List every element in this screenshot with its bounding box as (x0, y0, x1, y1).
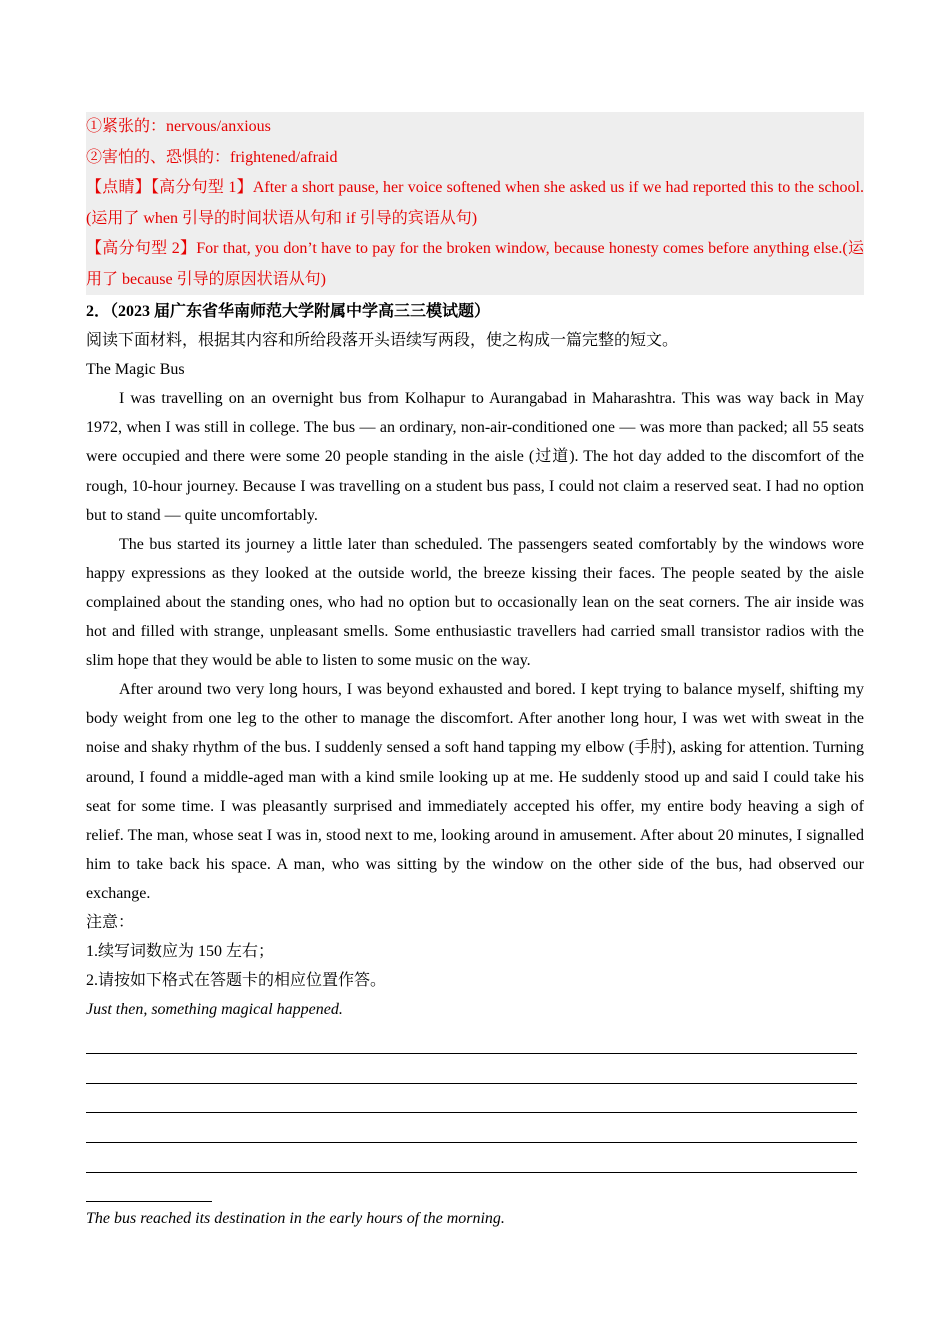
answer-hints-box (86, 112, 864, 295)
key-sentence-2: 【高分句型 2】For that, you don’t have to pay for the broken window, because honesty comes before anything else.(运用了 because 引导的原因状语从句) (86, 240, 864, 288)
answer-line-short[interactable] (86, 1173, 212, 1203)
opening-sentence-2: The bus reached its destination in the early hours of the morning. (86, 1210, 505, 1228)
opening-sentence-1: Just then, something magical happened. (86, 1001, 343, 1019)
document-page (86, 112, 864, 1234)
hint-line: ①紧张的：nervous/anxious (86, 118, 271, 135)
passage-paragraph-1: I was travelling on an overnight bus from Kolhapur to Aurangabad in Maharashtra. This was way back in May 1972, when I was still in college. The bus — an ordinary, non-air-conditioned one — was more than packed; all 55 seats were occupied and there were some 20 people standing in the aisle (过道). The hot day added to the discomfort of the rough, 10-hour journey. Because I was travelling on a student bus pass, I could not claim a reserved seat. I had no option but to stand — quite uncomfortably. (86, 390, 864, 524)
question-instruction: 阅读下面材料，根据其内容和所给段落开头语续写两段，使之构成一篇完整的短文。 (86, 332, 679, 350)
key-sentence-1: 【点睛】【高分句型 1】After a short pause, her voice softened when she asked us if we had reported this to the school.(运用了 when 引导的时间状语从句和 if 引导的宾语从句) (86, 179, 864, 227)
answer-line[interactable] (86, 1024, 857, 1054)
notice-item-2: 2.请按如下格式在答题卡的相应位置作答。 (86, 972, 387, 990)
answer-line[interactable] (86, 1143, 857, 1173)
answer-line[interactable] (86, 1054, 857, 1084)
notice-label: 注意： (86, 913, 135, 931)
passage-title: The Magic Bus (86, 361, 185, 379)
passage-paragraph-3: After around two very long hours, I was beyond exhausted and bored. I kept trying to balance myself, shifting my body weight from one leg to the other to manage the discomfort. After another long hour, I was wet with sweat in the noise and shaky rhythm of the bus. I suddenly sensed a soft hand tapping my elbow (手肘), asking for attention. Turning around, I found a middle-aged man with a kind smile looking up at me. He suddenly stood up and said I could take his seat for some time. I was pleasantly surprised and immediately accepted his offer, my entire body heaving a sigh of relief. The man, whose seat I was in, stood next to me, looking around in amusement. After about 20 minutes, I signalled him to take back his space. A man, who was sitting by the window on the other side of the bus, had observed our exchange. (86, 681, 864, 902)
answer-blank-lines[interactable] (86, 1024, 864, 1202)
question-heading: 2．（2023 届广东省华南师范大学附属中学高三三模试题） (86, 303, 491, 320)
hint-line: ②害怕的、恐惧的：frightened/afraid (86, 148, 338, 166)
answer-line[interactable] (86, 1113, 857, 1143)
notice-item-1: 1.续写词数应为 150 左右； (86, 943, 275, 961)
passage-paragraph-2: The bus started its journey a little later than scheduled. The passengers seated comfortably by the windows wore happy expressions as they looked at the outside world, the breeze kissing their faces. The people seated by the aisle complained about the standing ones, who had no option but to occasionally lean on the seat corners. The air inside was hot and filled with strange, unpleasant smells. Some enthusiastic travellers had carried small transistor radios with the slim hope that they would be able to listen to some music on the way. (86, 535, 864, 670)
answer-line[interactable] (86, 1084, 857, 1114)
